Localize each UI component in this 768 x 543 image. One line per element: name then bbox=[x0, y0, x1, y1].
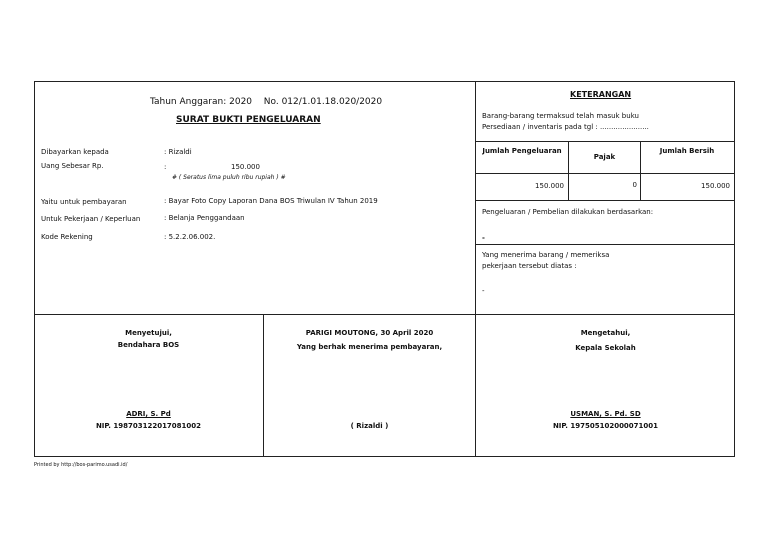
uang-colon: : bbox=[164, 163, 167, 171]
sig-right-nip: NIP. 197505102000071001 bbox=[552, 422, 659, 430]
header-line bbox=[150, 97, 382, 107]
val-jumlah-pengeluaran: 150.000 bbox=[535, 182, 564, 190]
document-frame bbox=[34, 81, 735, 457]
menerima-line2: pekerjaan tersebut diatas : bbox=[482, 262, 577, 270]
pembelian-note: Pengeluaran / Pembelian dilakukan berdasarkan: bbox=[482, 208, 654, 216]
ket-line-2 bbox=[475, 173, 735, 174]
pembelian-dash: - bbox=[482, 234, 485, 242]
yaitu-value: : Bayar Foto Copy Laporan Dana BOS Triwulan IV Tahun 2019 bbox=[164, 197, 378, 205]
untuk-label: Untuk Pekerjaan / Keperluan bbox=[41, 215, 141, 223]
untuk-value: : Belanja Penggandaan bbox=[164, 214, 245, 222]
col-jumlah-pengeluaran: Jumlah Pengeluaran bbox=[482, 147, 562, 155]
sig-mid-name: ( Rizaldi ) bbox=[350, 422, 389, 430]
yaitu-label: Yaitu untuk pembayaran bbox=[41, 198, 127, 206]
keterangan-title: KETERANGAN bbox=[570, 90, 632, 99]
sig-right-title1: Mengetahui, bbox=[580, 329, 631, 337]
sig-left-title1: Menyetujui, bbox=[125, 329, 172, 337]
sig-left-nip: NIP. 198703122017081002 bbox=[95, 422, 202, 430]
keterangan-line2: Persediaan / inventaris pada tgl : ...................... bbox=[482, 123, 649, 131]
nomor-surat: No. 012/1.01.18.020/2020 bbox=[263, 97, 383, 107]
ket-line-3 bbox=[475, 200, 735, 201]
ket-col-div-1 bbox=[568, 141, 569, 200]
dibayarkan-label: Dibayarkan kepada bbox=[41, 148, 109, 156]
val-jumlah-bersih: 150.000 bbox=[701, 182, 730, 190]
sig-left-name: ADRI, S. Pd bbox=[126, 410, 171, 418]
tahun-anggaran: Tahun Anggaran: 2020 bbox=[150, 97, 253, 107]
sig-right-title2: Kepala Sekolah bbox=[575, 344, 636, 352]
menerima-dash: - bbox=[482, 287, 485, 295]
uang-label: Uang Sebesar Rp. bbox=[41, 162, 104, 170]
sig-mid-title2: Yang berhak menerima pembayaran, bbox=[296, 343, 443, 351]
uang-value: 150.000 bbox=[231, 163, 260, 171]
divider-signature bbox=[34, 314, 735, 315]
keterangan-line1: Barang-barang termaksud telah masuk buku bbox=[482, 112, 639, 120]
ket-line-1 bbox=[475, 141, 735, 142]
divider-main bbox=[475, 81, 476, 315]
sig-mid-title1: PARIGI MOUTONG, 30 April 2020 bbox=[305, 329, 434, 337]
kode-label: Kode Rekening bbox=[41, 233, 93, 241]
col-pajak: Pajak bbox=[593, 153, 616, 161]
kode-value: : 5.2.2.06.002. bbox=[164, 233, 216, 241]
sig-right-name: USMAN, S. Pd. SD bbox=[570, 410, 641, 418]
dibayarkan-value: : Rizaldi bbox=[164, 148, 192, 156]
val-pajak: 0 bbox=[632, 181, 637, 189]
terbilang: # ( Seratus lima puluh ribu rupiah ) # bbox=[172, 174, 286, 181]
menerima-line1: Yang menerima barang / memeriksa bbox=[482, 251, 610, 259]
col-jumlah-bersih: Jumlah Bersih bbox=[659, 147, 715, 155]
document-title: SURAT BUKTI PENGELUARAN bbox=[176, 115, 321, 125]
printed-by: Printed by http://bos-parimo.usadi.id/ bbox=[34, 462, 128, 468]
ket-line-4 bbox=[475, 244, 735, 245]
sig-left-title2: Bendahara BOS bbox=[117, 341, 180, 349]
ket-col-div-2 bbox=[640, 141, 641, 200]
